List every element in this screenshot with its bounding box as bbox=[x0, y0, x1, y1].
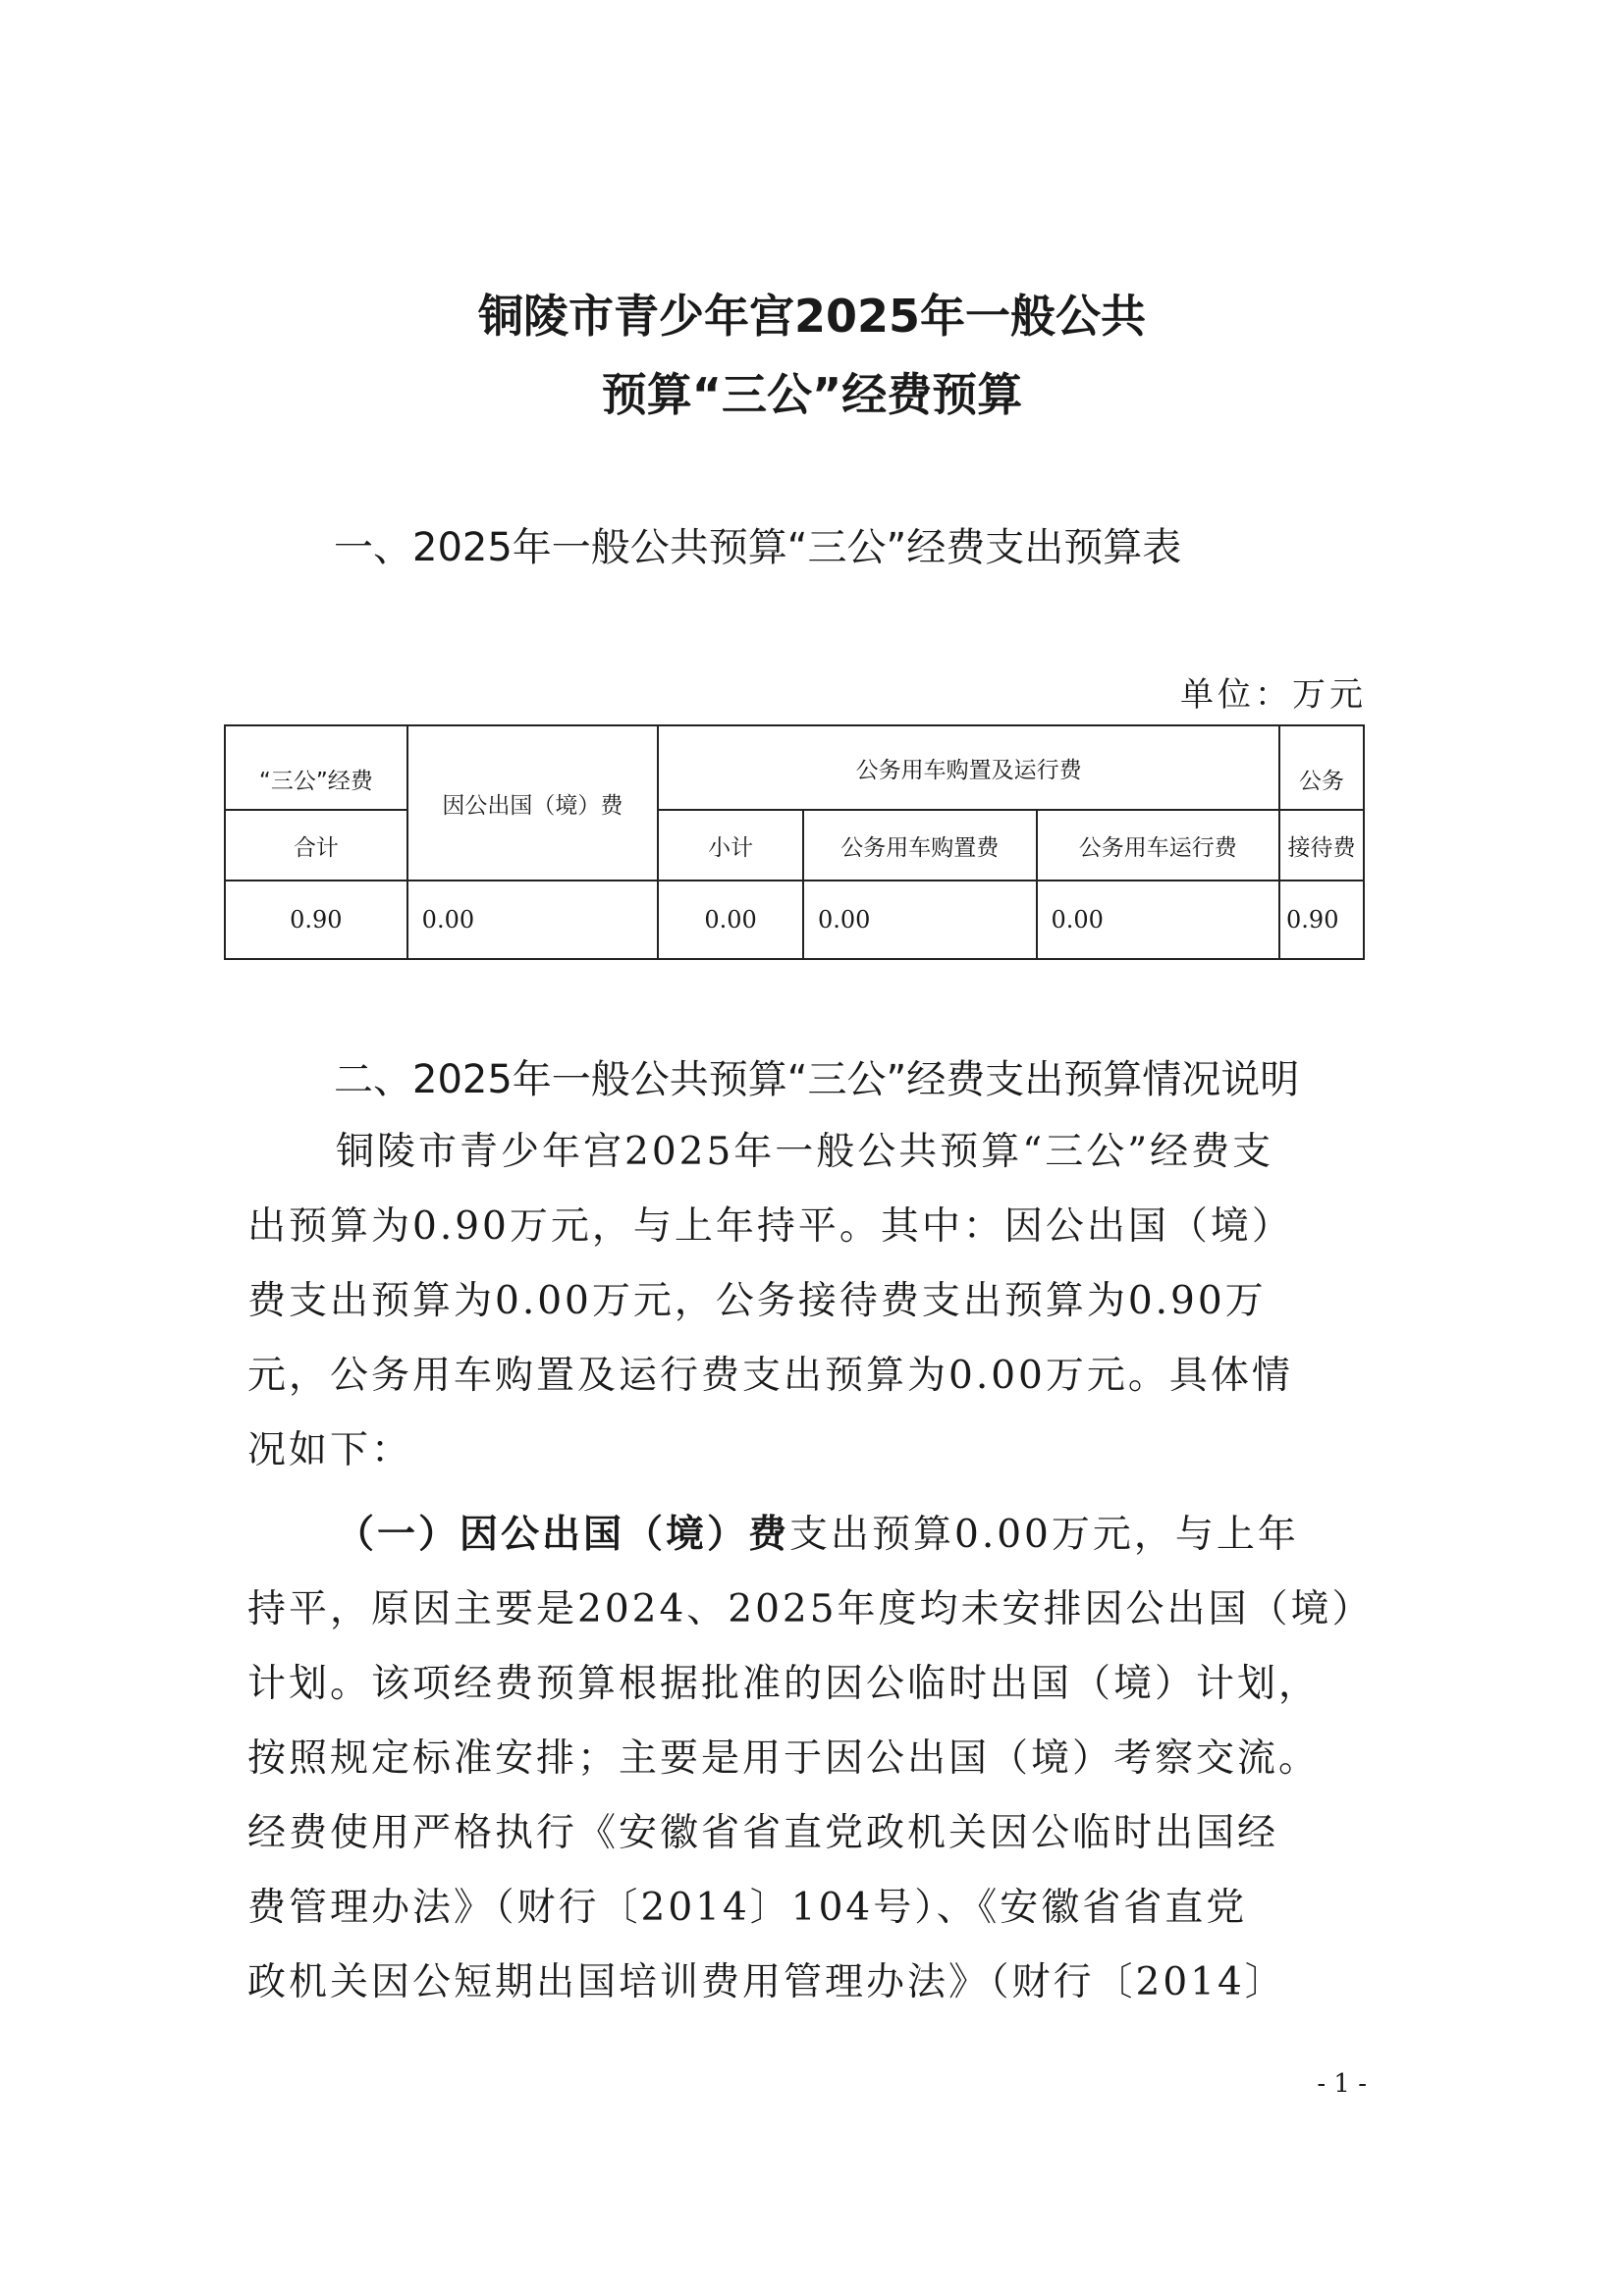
unit-label: 单位：万元 bbox=[1180, 675, 1367, 715]
budget-table bbox=[224, 724, 1365, 960]
header-subtotal: 小计 bbox=[658, 810, 803, 881]
paragraph-2-line: 计划。该项经费预算根据批准的因公临时出国（境）计划， bbox=[247, 1662, 1321, 1706]
value-operation: 0.00 bbox=[1037, 881, 1280, 959]
section-1-heading: 一、2025年一般公共预算“三公”经费支出预算表 bbox=[334, 525, 1182, 570]
header-total-bottom: 合计 bbox=[225, 810, 407, 881]
paragraph-2-line: 费管理办法》（财行〔2014〕104号）、《安徽省省直党 bbox=[247, 1886, 1248, 1930]
subsection-heading: （一）因公出国（境）费 bbox=[336, 1513, 790, 1557]
paragraph-2-line: 持平，原因主要是2024、2025年度均未安排因公出国（境） bbox=[247, 1587, 1374, 1631]
paragraph-1-line: 况如下： bbox=[247, 1428, 413, 1472]
value-subtotal: 0.00 bbox=[658, 881, 803, 959]
paragraph-2-first-line bbox=[247, 1498, 1374, 1573]
table-header-row-1 bbox=[225, 725, 1364, 810]
paragraph-1-line: 费支出预算为0.00万元，公务接待费支出预算为0.90万 bbox=[247, 1279, 1267, 1323]
paragraph-2-line: 按照规定标准安排；主要是用于因公出国（境）考察交流。 bbox=[247, 1736, 1321, 1781]
section-2-heading: 二、2025年一般公共预算“三公”经费支出预算情况说明 bbox=[334, 1057, 1300, 1102]
page-number: - 1 - bbox=[1317, 2069, 1367, 2099]
header-abroad: 因公出国（境）费 bbox=[407, 725, 659, 881]
paragraph-2-line: 政机关因公短期出国培训费用管理办法》（财行〔2014〕 bbox=[247, 1960, 1286, 2004]
value-purchase: 0.00 bbox=[803, 881, 1037, 959]
header-purchase: 公务用车购置费 bbox=[803, 810, 1037, 881]
value-abroad: 0.00 bbox=[407, 881, 659, 959]
value-total: 0.90 bbox=[225, 881, 407, 959]
paragraph-1-line: 元，公务用车购置及运行费支出预算为0.00万元。具体情 bbox=[247, 1354, 1293, 1398]
header-operation: 公务用车运行费 bbox=[1037, 810, 1280, 881]
header-total bbox=[225, 725, 407, 810]
value-reception: 0.90 bbox=[1279, 881, 1364, 959]
paragraph-1-line: 铜陵市青少年宫2025年一般公共预算“三公”经费支 bbox=[336, 1130, 1274, 1174]
header-total-top: “三公”经费 bbox=[258, 769, 373, 794]
header-reception-top: 公务 bbox=[1299, 769, 1345, 794]
paragraph-2-lead-text: 支出预算0.00万元，与上年 bbox=[789, 1513, 1299, 1557]
table-row bbox=[225, 881, 1364, 959]
table-header-row-2 bbox=[225, 810, 1364, 881]
paragraph-1 bbox=[247, 1115, 1293, 1488]
header-reception bbox=[1279, 725, 1364, 810]
paragraph-2 bbox=[247, 1498, 1374, 2020]
header-reception-bottom: 接待费 bbox=[1279, 810, 1364, 881]
page-title-line-1: 铜陵市青少年宫2025年一般公共 bbox=[477, 290, 1147, 343]
page-title-line-2: 预算“三公”经费预算 bbox=[601, 368, 1023, 421]
header-vehicle: 公务用车购置及运行费 bbox=[658, 725, 1279, 810]
paragraph-1-line: 出预算为0.90万元，与上年持平。其中：因公出国（境） bbox=[247, 1204, 1293, 1249]
paragraph-2-line: 经费使用严格执行《安徽省省直党政机关因公临时出国经 bbox=[247, 1811, 1279, 1855]
